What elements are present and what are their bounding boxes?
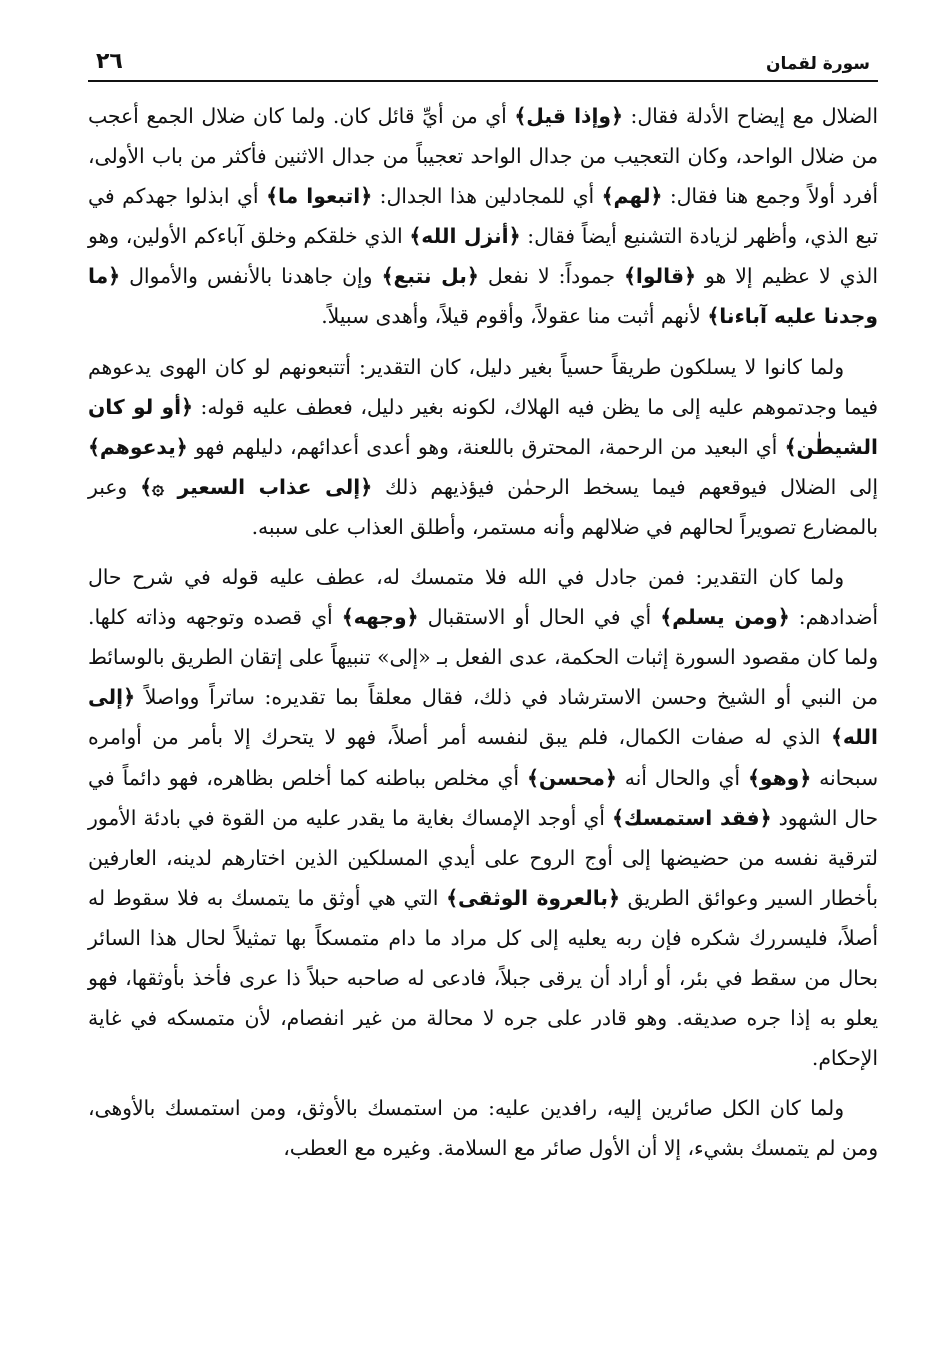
quran-quote: ﴿يدعوهم﴾ [88,434,188,459]
paragraph [88,1088,878,1168]
quran-quote: ﴿وجهه﴾ [341,605,419,630]
text-run: لأنهم أثبت منا عقولاً، وأقوم قيلاً، وأهدى سبيلاً. [321,304,708,329]
running-title: سورة لقمان [765,54,870,74]
quran-quote: ﴿فقد استمسك﴾ [612,805,772,830]
text-run: أي والحال أنه [616,765,748,790]
quran-quote: ﴿إلى الله﴾ [88,685,878,750]
text-run: وإن جاهدنا بالأنفس والأموال [120,264,382,289]
quran-quote: ﴿وإذا قيل﴾ [514,104,623,128]
text-run: الذي له صفات الكمال، فلم يبق لنفسه أمر أصلاً، فهو لا يتحرك إلا بأمر من أوامره سبحانه [88,725,878,790]
quran-quote: ﴿بل نتبع﴾ [381,264,479,289]
quran-quote: ﴿أنزل الله﴾ [409,224,521,249]
paragraph [88,347,878,547]
quran-quote: ﴿قالوا﴾ [623,264,696,289]
text-run: ولما كان الكل صائرين إليه، رافدين عليه: من استمسك بالأوثق، ومن استمسك بالأوهى، ومن لم يتمسك بشيء، إلا أن الأول صائر مع السلامة. وغيره مع العطب، [88,1096,878,1161]
text-run: أي مخلص بباطنه كما أخلص بظاهره، فهو دائماً في حال الشهود [88,765,878,830]
text-run: أي ابذلوا جهدكم في تبع الذي، وأظهر لزيادة التشنيع أيضاً فقال: [88,184,878,249]
document-page [88,34,878,1324]
page-header [88,34,878,82]
paragraph [88,96,878,337]
text-run: أي البعيد من الرحمة، المحترق باللعنة، وهو أعدى أعدائهم، دليلهم فهو [187,434,785,459]
text-run: جموداً: لا نفعل [478,264,624,289]
text-run: ولما كانوا لا يسلكون طريقاً حسياً بغير دليل، كان التقدير: أتتبعونهم لو كان الهوى يدعوهم فيما وجدتموهم عليه إلى ما يظن فيه الهلاك، لكونه بغير دليل، فعطف عليه قوله: [88,354,878,419]
quran-quote: ﴿لهم﴾ [601,184,663,209]
text-run: الضلال مع إيضاح الأدلة فقال: [622,104,878,128]
text-run: أي قصده وتوجهه وذاته كلها. ولما كان مقصود السورة إثبات الحكمة، عدى الفعل بـ «إلى» تنبيهاً على إتقان الطريق بالوسائط من النبي أو الشيخ وحسن الاسترشاد في ذلك، فقال معلقاً بما تقديره: ساتراً وواصلاً [88,605,878,710]
quran-quote: ﴿بالعروة الوثقى﴾ [446,885,620,910]
quran-quote: ﴿ما وجدنا عليه آباءنا﴾ [88,264,878,329]
text-run: ولما كان التقدير: فمن جادل في الله فلا متمسك له، عطف عليه قوله في شرح حال أضدادهم: [88,565,878,630]
text-run: أي في الحال أو الاستقبال [418,605,661,630]
text-run: أي للمجادلين هذا الجدال: [372,184,602,209]
page-number: ٢٦ [96,49,123,74]
quran-quote: ﴿أو لو كان الشيطٰن﴾ [88,394,878,459]
text-run: إلى الضلال فيوقعهم فيما يسخط الرحمٰن فيؤذيهم ذلك [372,474,878,499]
quran-quote: ﴿اتبعوا ما﴾ [266,184,373,209]
paragraph [88,557,878,1078]
text-run: أي من أيِّ قائل كان. ولما كان ضلال الجمع أعجب من ضلال الواحد، وكان التعجيب من جدال الواحد تعجيباً من جدال الاثنين فأكثر من باب الأولى، أفرد أولاً وجمع هنا فقال: [88,104,879,209]
text-run: وعبر بالمضارع تصويراً لحالهم في ضلالهم وأنه مستمر، وأطلق العذاب على سببه. [88,474,878,539]
quran-quote: ﴿إلى عذاب السعير ۞﴾ [140,474,373,499]
quran-quote: ﴿وهو﴾ [747,765,812,790]
text-run: التي هي أوثق ما يتمسك به فلا سقوط له أصلاً، فليسررك شكره فإن ربه يعليه إلى كل مراد ما دام متمسكاً بها تمثيلاً لحال هذا السائر بحال من سقط في بئر، أو أراد أن يرقى جبلاً، فادعى له صاحبه حبلاً ذا عرى فأخذ بأوثقها، فهو يعلو به إذا جره صديقه. وهو قادر على جره لا محالة من غير انفصام، لأن متمسكه في غاية الإحكام. [88,885,878,1071]
quran-quote: ﴿ومن يسلم﴾ [660,605,790,630]
text-run: الذي خلقكم وخلق آباءكم الأولين، وهو الذي لا عظيم إلا هو [88,224,879,289]
body-text [88,96,878,1168]
text-run: أي أوجد الإمساك بغاية ما يقدر عليه من القوة في بادئة الأمور لترقية نفسه من حضيضها إلى أوج الروح على أيدي المسلكين الذين اختارهم لدينه، العارفين بأخطار السير وعوائق الطريق [88,805,878,910]
quran-quote: ﴿محسن﴾ [526,765,617,790]
